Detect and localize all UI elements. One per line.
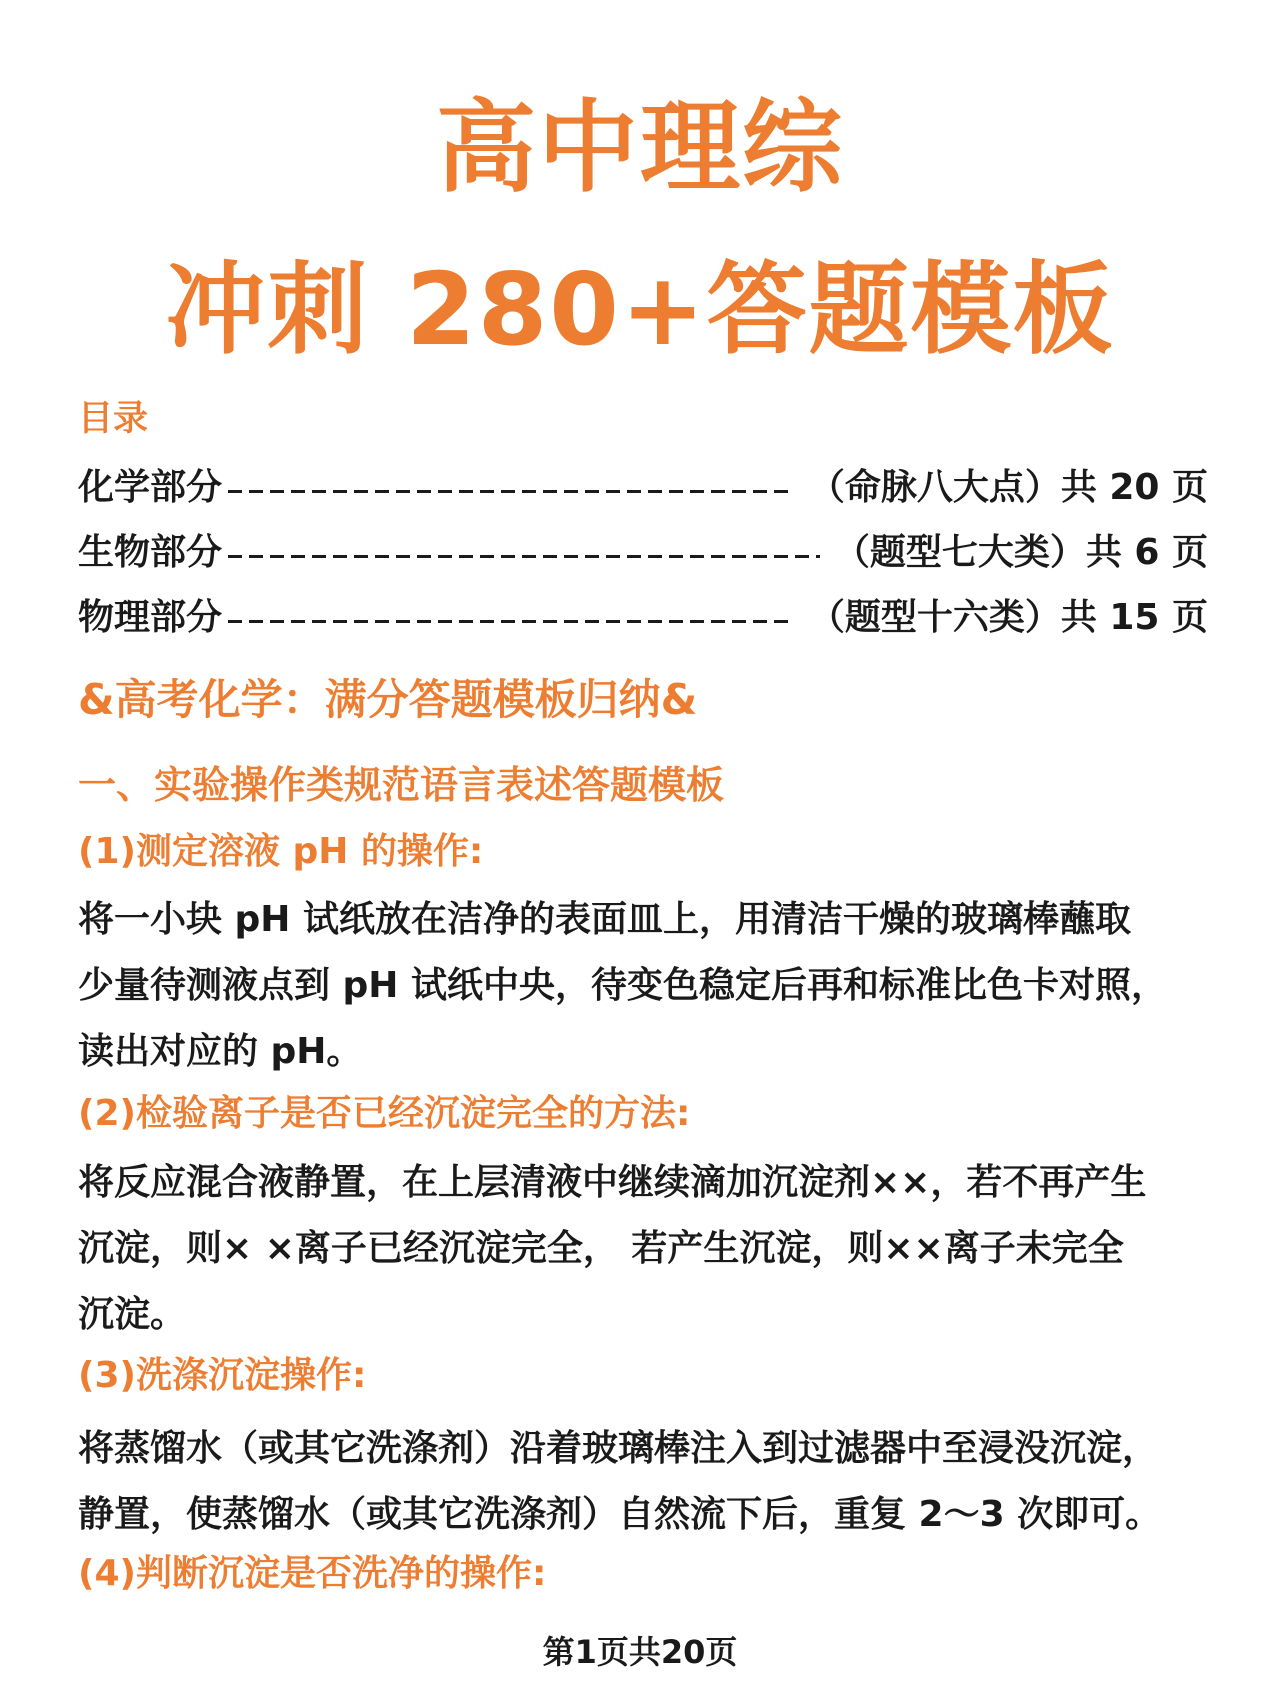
toc-row-chemistry (78, 463, 1208, 513)
body-line: 静置，使蒸馏水（或其它洗涤剂）自然流下后，重复 2～3 次即可。 (78, 1494, 1162, 1535)
item-body-precipitation-check (78, 1150, 1228, 1348)
toc-row-name: 化学部分 (78, 467, 223, 508)
body-line: 将一小块 pH 试纸放在洁净的表面皿上，用清洁干燥的玻璃棒蘸取 (78, 899, 1131, 940)
page-footer: 第1页共20页 (542, 1633, 738, 1671)
toc-label: 目录 (78, 399, 149, 439)
item-heading-washing: (3)洗涤沉淀操作: (78, 1355, 367, 1396)
section-title: &高考化学：满分答题模板归纳& (78, 675, 698, 724)
body-line: 将蒸馏水（或其它洗涤剂）沿着玻璃棒注入到过滤器中至浸没沉淀， (78, 1428, 1159, 1469)
toc-row-info: （题型七大类）共 6 页 (833, 532, 1208, 573)
toc-row-info: （题型十六类）共 15 页 (808, 597, 1208, 638)
item-body-ph (78, 887, 1228, 1085)
toc-leader-dashes (228, 555, 820, 558)
item-heading-precipitation-check: (2)检验离子是否已经沉淀完全的方法: (78, 1093, 691, 1134)
toc-row-info: （命脉八大点）共 20 页 (808, 467, 1208, 508)
toc-row-name: 生物部分 (78, 532, 223, 573)
title-line-2: 冲刺 280+答题模板 (165, 251, 1115, 368)
body-line: 读出对应的 pH。 (78, 1031, 363, 1072)
toc-leader-dashes (228, 620, 795, 623)
body-line: 将反应混合液静置，在上层清液中继续滴加沉淀剂××，若不再产生 (78, 1162, 1147, 1203)
item-heading-ph: (1)测定溶液 pH 的操作: (78, 831, 484, 872)
toc-leader-dashes (228, 490, 795, 493)
subsection-title: 一、实验操作类规范语言表述答题模板 (78, 763, 725, 807)
item-body-washing (78, 1416, 1228, 1548)
body-line: 沉淀，则× ×离子已经沉淀完全， 若产生沉淀，则××离子未完全 (78, 1228, 1124, 1269)
body-line: 沉淀。 (78, 1294, 187, 1335)
toc-row-biology (78, 528, 1208, 578)
body-line: 少量待测液点到 pH 试纸中央，待变色稳定后再和标准比色卡对照， (78, 965, 1167, 1006)
toc-row-physics (78, 593, 1208, 643)
title-line-1: 高中理综 (436, 89, 844, 206)
item-heading-wash-check: (4)判断沉淀是否洗净的操作: (78, 1553, 547, 1594)
toc-row-name: 物理部分 (78, 597, 223, 638)
